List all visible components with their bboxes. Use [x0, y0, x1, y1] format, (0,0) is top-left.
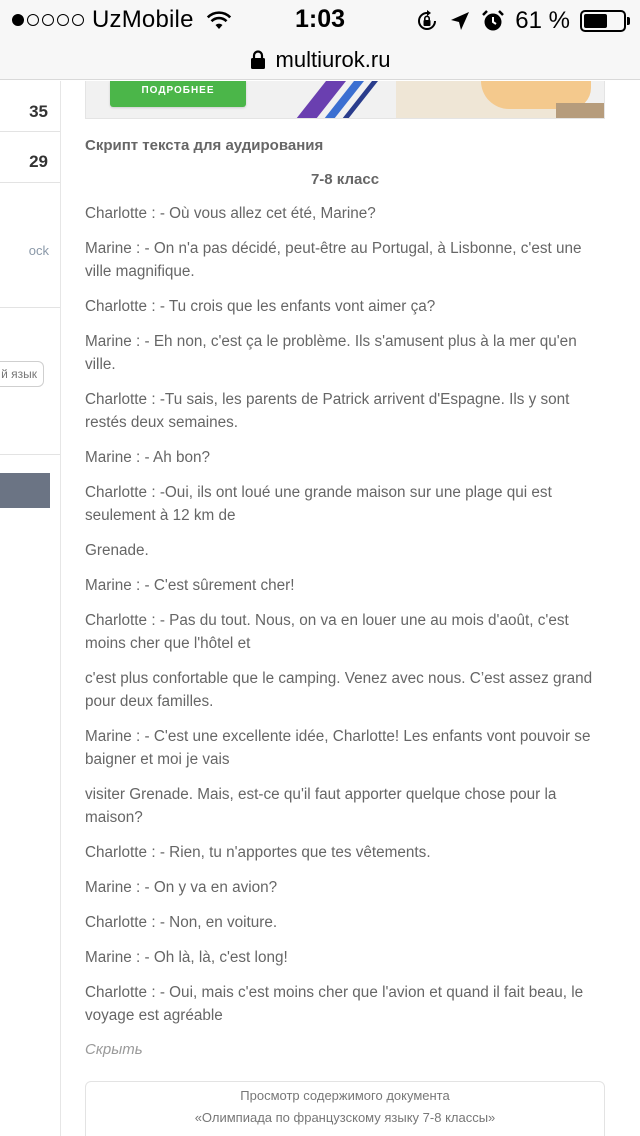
signal-dot	[12, 14, 24, 26]
divider	[0, 307, 61, 308]
divider	[0, 131, 61, 132]
more-details-button[interactable]: ПОДРОБНЕЕ	[110, 81, 246, 107]
banner-decoration	[276, 81, 386, 119]
dialogue-line: Charlotte : - Tu crois que les enfants vont aimer ça?	[85, 298, 436, 315]
sidebar-link[interactable]: ock	[28, 243, 49, 258]
wifi-icon	[206, 10, 232, 30]
location-arrow-icon	[449, 10, 471, 32]
clock: 1:03	[294, 5, 346, 33]
document-preview-box	[85, 1081, 605, 1136]
dialogue-line: Marine : - Oh là, là, c'est long!	[85, 949, 288, 966]
section-title: Скрипт текста для аудирования	[85, 137, 324, 154]
signal-dot	[72, 14, 84, 26]
sidebar-count[interactable]: 35	[29, 102, 48, 121]
dialogue-line: Grenade.	[85, 542, 149, 559]
dialogue-line: Charlotte : -Tu sais, les parents de Patrick arrivent d'Espagne. Ils y sont restés deux semaines.	[85, 391, 570, 431]
sidebar-dark-block[interactable]	[0, 473, 50, 508]
dialogue-line: Charlotte : - Rien, tu n'apportes que tes vêtements.	[85, 844, 431, 861]
carrier-name: UzMobile	[92, 6, 194, 33]
dialogue-line: Marine : - On n'a pas décidé, peut-être au Portugal, à Lisbonne, c'est une ville magnifique.	[85, 240, 582, 280]
dialogue-line: Charlotte : - Oui, mais c'est moins cher que l'avion et quand il fait beau, le voyage est agréable	[85, 984, 584, 1024]
alarm-clock-icon	[481, 9, 505, 33]
language-button[interactable]: й язык	[0, 361, 44, 387]
dialogue-line: Charlotte : - Non, en voiture.	[85, 914, 278, 931]
divider	[0, 182, 61, 183]
url-text[interactable]: multiurok.ru	[275, 46, 391, 72]
dialogue-text	[85, 202, 605, 1027]
address-bar[interactable]	[0, 40, 640, 80]
document-preview-label: Просмотр содержимого документа	[240, 1088, 450, 1103]
status-bar	[0, 0, 640, 40]
dialogue-line: c'est plus confortable que le camping. Venez avec nous. C’est assez grand pour deux familles.	[85, 670, 593, 710]
lock-icon	[250, 50, 266, 70]
dialogue-line: visiter Grenade. Mais, est-ce qu'il faut apporter quelque chose pour la maison?	[85, 786, 557, 826]
grade-heading: 7-8 класс	[310, 171, 380, 188]
sidebar	[0, 81, 61, 1136]
rotation-lock-icon	[415, 9, 439, 33]
dialogue-line: Marine : - C'est une excellente idée, Charlotte! Les enfants vont pouvoir se baigner et moi je vais	[85, 728, 591, 768]
dialogue-line: Charlotte : - Où vous allez cet été, Marine?	[85, 205, 376, 222]
dialogue-line: Marine : - Ah bon?	[85, 449, 210, 466]
dialogue-line: Marine : - C'est sûrement cher!	[85, 577, 295, 594]
dialogue-line: Marine : - Eh non, c'est ça le problème. Ils s'amusent plus à la mer qu'en ville.	[85, 333, 577, 373]
divider	[0, 454, 61, 455]
signal-dot	[27, 14, 39, 26]
dialogue-line: Charlotte : - Pas du tout. Nous, on va en louer une au mois d'août, c'est moins cher que l'hôtel et	[85, 612, 569, 652]
battery-icon	[580, 10, 626, 32]
signal-strength-indicator	[12, 14, 84, 26]
advertisement-banner[interactable]	[85, 81, 605, 119]
signal-dot	[57, 14, 69, 26]
signal-dot	[42, 14, 54, 26]
hide-link[interactable]: Скрыть	[85, 1041, 143, 1058]
dialogue-line: Charlotte : -Oui, ils ont loué une grande maison sur une plage qui est seulement à 12 km de	[85, 484, 552, 524]
banner-decoration	[556, 103, 605, 119]
battery-percentage: 61 %	[515, 7, 570, 34]
dialogue-line: Marine : - On y va en avion?	[85, 879, 278, 896]
main-content	[85, 81, 605, 1136]
sidebar-count[interactable]: 29	[29, 152, 48, 171]
document-title: «Олимпиада по французскому языку 7-8 классы»	[194, 1110, 496, 1125]
